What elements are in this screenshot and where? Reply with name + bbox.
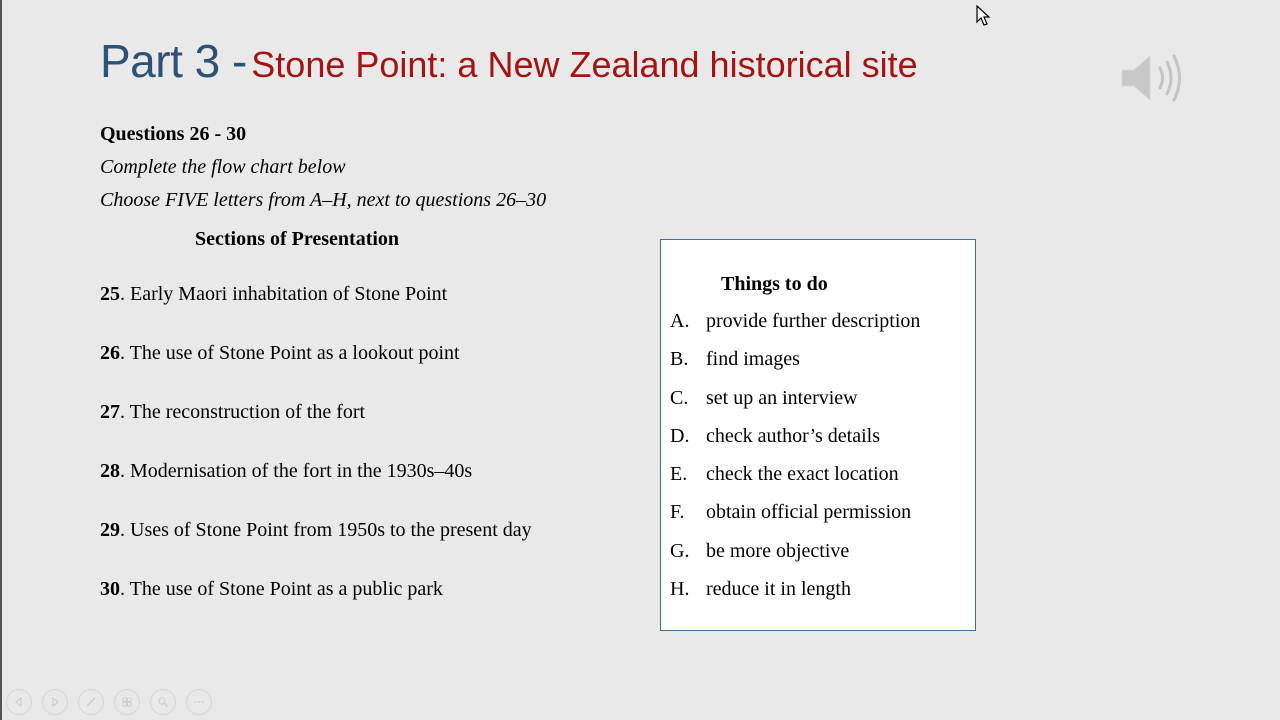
todo-letter: E. [670,463,688,486]
questions-heading: Questions 26 - 30 [100,123,247,145]
section-text: . The use of Stone Point as a public park [120,578,443,600]
todo-text: check the exact location [706,463,899,486]
todo-item [670,501,920,539]
todo-item [670,348,920,386]
question-instructions [100,118,546,217]
slideshow-controls [6,689,212,715]
more-options-icon[interactable] [186,689,212,715]
todo-letter: D. [670,424,690,447]
title-part: Part 3 - [100,35,247,87]
instruction-line-1: Complete the flow chart below [100,156,346,178]
todo-item [670,540,920,578]
todo-item [670,578,920,616]
section-item [100,342,532,401]
todo-letter: A. [670,310,690,332]
zoom-icon[interactable] [150,689,176,715]
section-number: 29 [100,519,120,541]
section-item [100,283,532,342]
section-text: . The use of Stone Point as a lookout point [120,342,460,364]
section-text: . Early Maori inhabitation of Stone Point [120,283,448,305]
slides-icon[interactable] [114,689,140,715]
todo-item [670,425,920,463]
section-number: 28 [100,460,120,482]
todo-letter: H. [670,578,690,601]
section-text: . The reconstruction of the fort [120,401,366,423]
section-number: 25 [100,283,120,305]
pen-icon[interactable] [78,689,104,715]
todo-text: reduce it in length [706,578,851,601]
todo-text: check author’s details [706,424,881,447]
todo-text: set up an interview [706,386,858,409]
section-item [100,460,532,519]
section-text: . Uses of Stone Point from 1950s to the present day [120,519,532,541]
things-to-do-list [670,310,920,616]
todo-item [670,463,920,501]
todo-letter: B. [670,348,689,371]
mouse-pointer-icon [976,5,992,27]
slide-title [100,34,918,88]
section-item [100,578,532,637]
previous-icon[interactable] [6,689,32,715]
things-to-do-box [660,239,976,631]
todo-letter: C. [670,386,689,409]
sections-list [100,283,532,637]
todo-text: provide further description [706,310,921,332]
title-subtitle: Stone Point: a New Zealand historical site [251,44,918,85]
todo-text: obtain official permission [706,501,912,524]
todo-letter: F. [670,501,685,524]
window-edge [0,0,2,720]
todo-text: find images [706,348,800,371]
section-number: 30 [100,578,120,600]
instruction-line-2: Choose FIVE letters from A–H, next to questions 26–30 [100,189,547,211]
sections-heading: Sections of Presentation [195,228,400,250]
todo-item [670,310,920,348]
section-number: 26 [100,342,120,364]
todo-item [670,387,920,425]
next-icon[interactable] [42,689,68,715]
section-item [100,519,532,578]
todo-letter: G. [670,539,690,562]
speaker-icon[interactable] [1118,46,1188,110]
section-item [100,401,532,460]
todo-text: be more objective [706,539,850,562]
things-to-do-heading: Things to do [721,273,828,295]
section-text: . Modernisation of the fort in the 1930s–40s [120,460,473,482]
section-number: 27 [100,401,120,423]
